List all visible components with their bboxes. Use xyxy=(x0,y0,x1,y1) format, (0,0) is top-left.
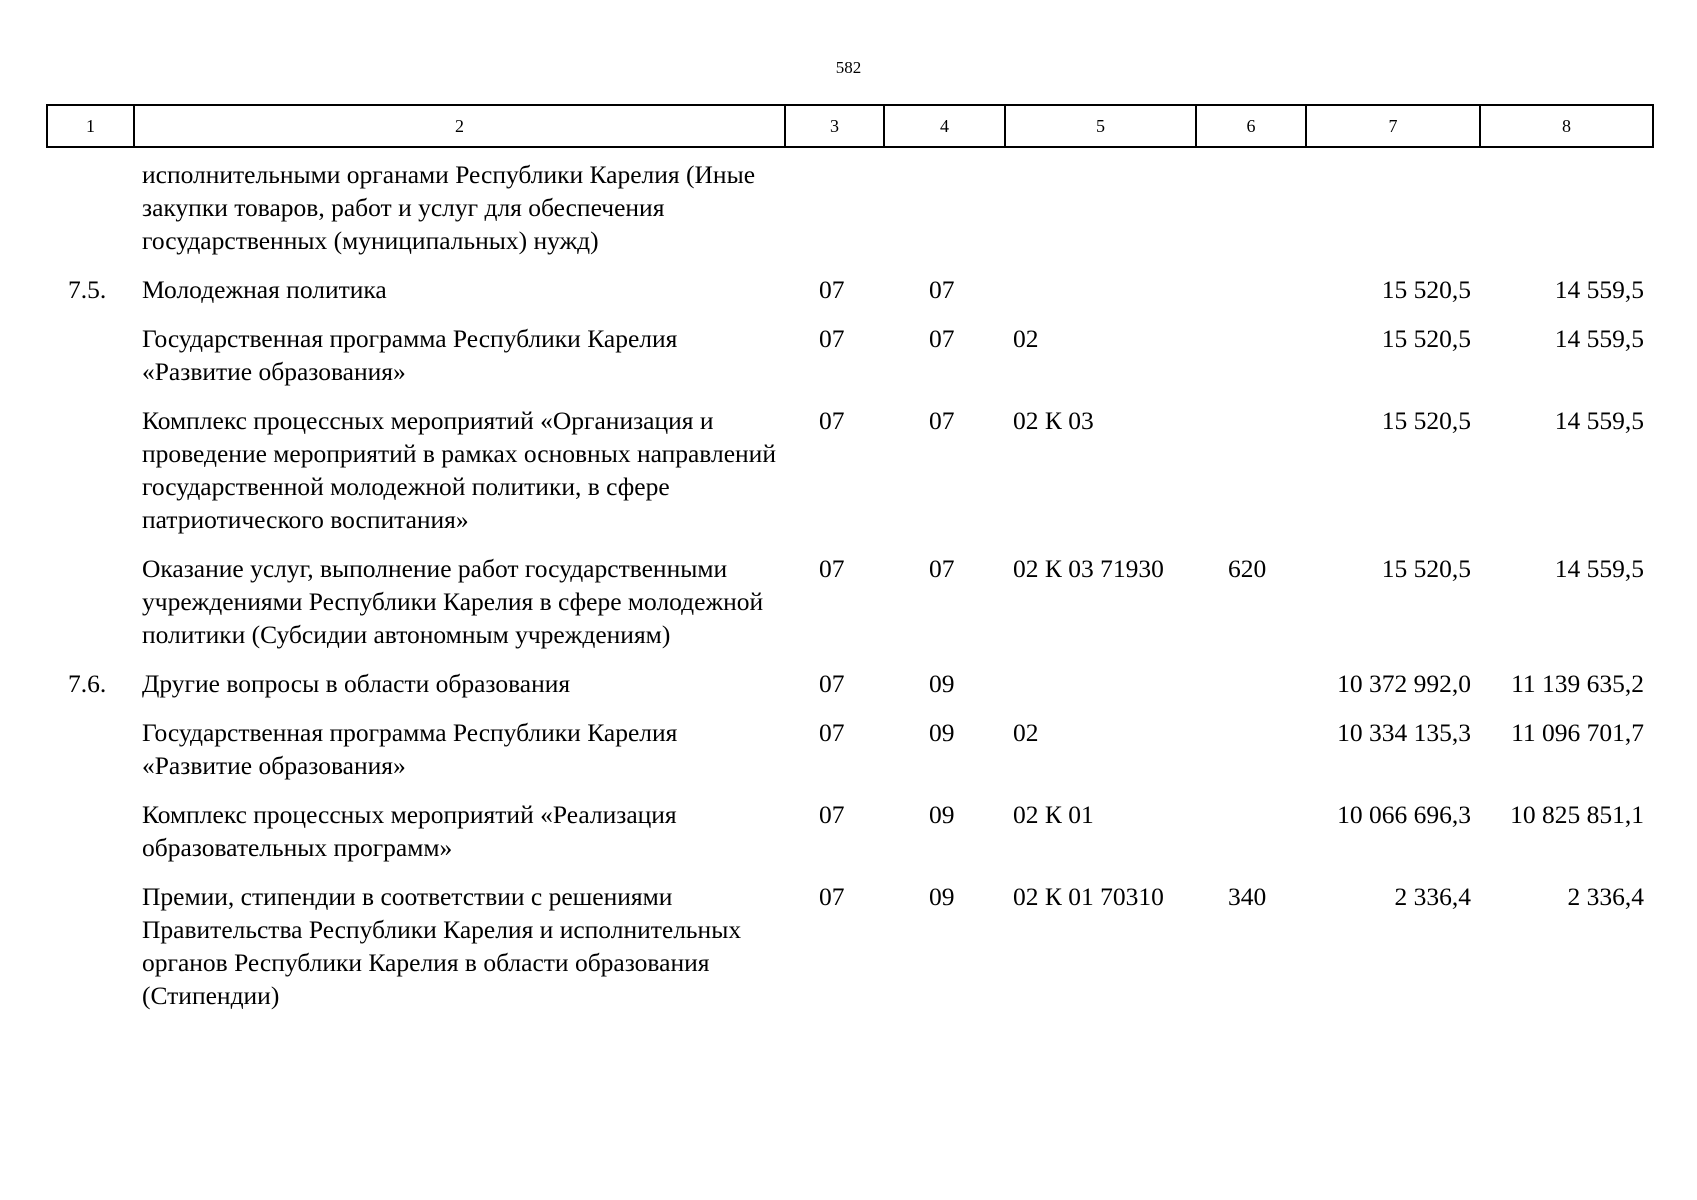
row-amount-1: 10 372 992,0 xyxy=(1337,669,1471,698)
row-number: 7.5. xyxy=(68,275,107,304)
row-target-article xyxy=(1004,667,1195,716)
row-description: Оказание услуг, выполнение работ государственными учреждениями Республики Карелия в сфере молодежной политики (Субсидии автономным учреждениям) xyxy=(142,554,764,649)
row-subsection: 07 xyxy=(929,275,955,304)
row-amount-1 xyxy=(1305,158,1479,273)
header-col-4: 4 xyxy=(884,105,1005,147)
row-expense-type xyxy=(1195,404,1305,552)
budget-table xyxy=(46,158,1652,1028)
header-col-7: 7 xyxy=(1306,105,1480,147)
table-row xyxy=(46,880,1652,1028)
row-amount-1: 10 066 696,3 xyxy=(1337,800,1471,829)
table-header xyxy=(46,104,1654,148)
table-row xyxy=(46,716,1652,798)
row-target-article: 02 К 01 70310 xyxy=(1013,882,1164,911)
table-row xyxy=(46,552,1652,667)
row-number xyxy=(46,552,133,667)
row-description: Комплекс процессных мероприятий «Организация и проведение мероприятий в рамках основных направлений государственной молодежной политики, в сфере патриотического воспитания» xyxy=(142,406,776,534)
page-number: 582 xyxy=(835,58,862,77)
row-description: Молодежная политика xyxy=(142,275,387,304)
row-expense-type: 620 xyxy=(1228,554,1267,583)
row-expense-type xyxy=(1195,322,1305,404)
row-amount-2: 14 559,5 xyxy=(1554,554,1644,583)
row-expense-type xyxy=(1195,667,1305,716)
table-row xyxy=(46,404,1652,552)
row-number xyxy=(46,322,133,404)
row-subsection: 09 xyxy=(929,800,955,829)
row-target-article xyxy=(1004,273,1195,322)
row-amount-2: 14 559,5 xyxy=(1554,324,1644,353)
header-col-6: 6 xyxy=(1196,105,1306,147)
row-expense-type xyxy=(1195,716,1305,798)
row-subsection: 09 xyxy=(929,718,955,747)
row-target-article: 02 К 01 xyxy=(1013,800,1094,829)
row-expense-type xyxy=(1195,798,1305,880)
row-subsection: 07 xyxy=(929,554,955,583)
row-subsection: 09 xyxy=(929,882,955,911)
header-col-3: 3 xyxy=(785,105,884,147)
row-amount-1: 10 334 135,3 xyxy=(1337,718,1471,747)
table-row xyxy=(46,322,1652,404)
row-subsection: 07 xyxy=(929,324,955,353)
row-amount-1: 15 520,5 xyxy=(1381,554,1471,583)
row-target-article: 02 xyxy=(1013,718,1039,747)
row-amount-2: 2 336,4 xyxy=(1567,882,1644,911)
header-col-5: 5 xyxy=(1005,105,1196,147)
row-subsection xyxy=(883,158,1004,273)
row-amount-1: 15 520,5 xyxy=(1381,406,1471,435)
row-description: Государственная программа Республики Карелия «Развитие образования» xyxy=(142,324,678,386)
row-target-article: 02 К 03 xyxy=(1013,406,1094,435)
table-row xyxy=(46,667,1652,716)
row-amount-2: 11 139 635,2 xyxy=(1511,669,1644,698)
header-col-8: 8 xyxy=(1480,105,1653,147)
row-number xyxy=(46,798,133,880)
row-subsection: 07 xyxy=(929,406,955,435)
row-description: Государственная программа Республики Карелия «Развитие образования» xyxy=(142,718,678,780)
row-amount-2: 10 825 851,1 xyxy=(1510,800,1644,829)
table-row xyxy=(46,158,1652,273)
row-number: 7.6. xyxy=(68,669,107,698)
row-number xyxy=(46,158,133,273)
row-amount-1: 15 520,5 xyxy=(1381,324,1471,353)
row-description: Другие вопросы в области образования xyxy=(142,669,571,698)
row-amount-2: 14 559,5 xyxy=(1554,275,1644,304)
row-expense-type xyxy=(1195,273,1305,322)
row-target-article: 02 xyxy=(1013,324,1039,353)
header-col-2: 2 xyxy=(134,105,785,147)
row-number xyxy=(46,404,133,552)
row-amount-1: 15 520,5 xyxy=(1381,275,1471,304)
header-col-1: 1 xyxy=(47,105,134,147)
row-target-article: 02 К 03 71930 xyxy=(1013,554,1164,583)
row-amount-1: 2 336,4 xyxy=(1394,882,1471,911)
row-description: Комплекс процессных мероприятий «Реализация образовательных программ» xyxy=(142,800,677,862)
row-amount-2: 11 096 701,7 xyxy=(1511,718,1644,747)
row-section xyxy=(784,158,883,273)
row-section: 07 xyxy=(819,800,845,829)
row-section: 07 xyxy=(819,554,845,583)
row-section: 07 xyxy=(819,406,845,435)
row-subsection: 09 xyxy=(929,669,955,698)
row-section: 07 xyxy=(819,669,845,698)
row-number xyxy=(46,716,133,798)
row-description: Премии, стипендии в соответствии с решениями Правительства Республики Карелия и исполнительных органов Республики Карелия в области образования (Стипендии) xyxy=(142,882,742,1010)
row-target-article xyxy=(1004,158,1195,273)
row-number xyxy=(46,880,133,1028)
table-row xyxy=(46,798,1652,880)
row-amount-2: 14 559,5 xyxy=(1554,406,1644,435)
row-expense-type xyxy=(1195,158,1305,273)
row-amount-2 xyxy=(1479,158,1652,273)
row-expense-type: 340 xyxy=(1228,882,1267,911)
table-row xyxy=(46,273,1652,322)
row-section: 07 xyxy=(819,324,845,353)
row-section: 07 xyxy=(819,275,845,304)
row-section: 07 xyxy=(819,718,845,747)
row-description: исполнительными органами Республики Карелия (Иные закупки товаров, работ и услуг для обеспечения государственных (муниципальных) нужд) xyxy=(142,160,756,255)
row-section: 07 xyxy=(819,882,845,911)
